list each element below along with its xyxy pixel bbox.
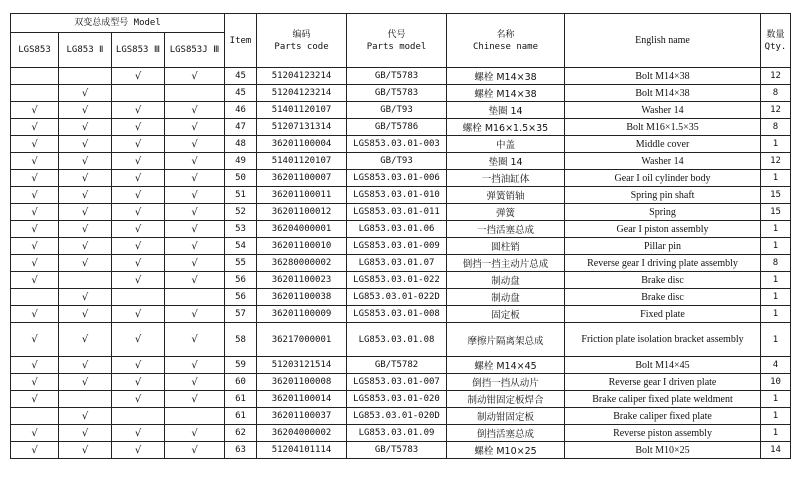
english-name-header: English name <box>565 14 761 68</box>
mark-lgs853: √ <box>11 238 59 255</box>
parts-model-cell: GB/T5783 <box>347 68 447 85</box>
chinese-name-cell: 螺栓 M10×25 <box>447 442 565 459</box>
qty-cell: 1 <box>761 221 791 238</box>
parts-code-cell: 36204000002 <box>257 425 347 442</box>
item-cell: 54 <box>225 238 257 255</box>
mark-lgs853: √ <box>11 323 59 357</box>
qty-header-cn: 数量 <box>766 29 785 40</box>
mark-lgs853-3: √ <box>112 238 165 255</box>
parts-code-cell: 51401120107 <box>257 102 347 119</box>
english-name-cell: Middle cover <box>565 136 761 153</box>
mark-lgs853j-3: √ <box>165 136 225 153</box>
parts-model-cell: LGS853.03.01-003 <box>347 136 447 153</box>
item-cell: 62 <box>225 425 257 442</box>
model-col-lgs853-3: LGS853 Ⅲ <box>112 33 165 68</box>
mark-lg853-2: √ <box>59 153 112 170</box>
parts-code-cell: 36217000001 <box>257 323 347 357</box>
chinese-name-cell: 螺栓 M16×1.5×35 <box>447 119 565 136</box>
chinese-name-cell: 中盖 <box>447 136 565 153</box>
qty-cell: 12 <box>761 153 791 170</box>
mark-lgs853j-3: √ <box>165 238 225 255</box>
mark-lgs853: √ <box>11 221 59 238</box>
chinese-name-cell: 制动钳固定板 <box>447 408 565 425</box>
qty-cell: 12 <box>761 102 791 119</box>
item-cell: 58 <box>225 323 257 357</box>
chinese-name-cell: 垫圈 14 <box>447 153 565 170</box>
english-name-cell: Brake disc <box>565 272 761 289</box>
parts-code-header-en: Parts code <box>274 41 329 52</box>
parts-code-cell: 51204101114 <box>257 442 347 459</box>
parts-code-cell: 36201100008 <box>257 374 347 391</box>
mark-lgs853: √ <box>11 153 59 170</box>
qty-header <box>761 14 791 68</box>
mark-lg853-2: √ <box>59 102 112 119</box>
table-row <box>11 221 791 238</box>
parts-model-cell: GB/T5783 <box>347 442 447 459</box>
mark-lgs853j-3: √ <box>165 204 225 221</box>
mark-lg853-2: √ <box>59 289 112 306</box>
chinese-name-cell: 弹簧销轴 <box>447 187 565 204</box>
parts-model-cell: LG853.03.01-022D <box>347 289 447 306</box>
parts-code-cell: 51204123214 <box>257 85 347 102</box>
mark-lgs853-3: √ <box>112 170 165 187</box>
qty-cell: 8 <box>761 255 791 272</box>
mark-lg853-2: √ <box>59 374 112 391</box>
mark-lg853-2 <box>59 272 112 289</box>
chinese-name-cell: 螺栓 M14×38 <box>447 85 565 102</box>
mark-lgs853-3: √ <box>112 442 165 459</box>
parts-model-cell: GB/T93 <box>347 153 447 170</box>
item-cell: 45 <box>225 85 257 102</box>
mark-lgs853 <box>11 289 59 306</box>
mark-lgs853-3: √ <box>112 204 165 221</box>
english-name-cell: Fixed plate <box>565 306 761 323</box>
mark-lgs853j-3: √ <box>165 68 225 85</box>
item-cell: 52 <box>225 204 257 221</box>
table-row <box>11 425 791 442</box>
mark-lgs853-3: √ <box>112 136 165 153</box>
parts-table-body <box>11 68 791 459</box>
mark-lgs853j-3: √ <box>165 425 225 442</box>
item-cell: 56 <box>225 289 257 306</box>
chinese-name-cell: 螺栓 M14×45 <box>447 357 565 374</box>
english-name-cell: Bolt M16×1.5×35 <box>565 119 761 136</box>
mark-lg853-2: √ <box>59 187 112 204</box>
qty-cell: 8 <box>761 85 791 102</box>
english-name-cell: Brake caliper fixed plate <box>565 408 761 425</box>
chinese-name-cell: 螺栓 M14×38 <box>447 68 565 85</box>
parts-code-cell: 36201100010 <box>257 238 347 255</box>
mark-lgs853j-3 <box>165 289 225 306</box>
english-name-cell: Pillar pin <box>565 238 761 255</box>
english-name-cell: Washer 14 <box>565 102 761 119</box>
mark-lgs853: √ <box>11 306 59 323</box>
mark-lgs853: √ <box>11 272 59 289</box>
model-col-lgs853: LGS853 <box>11 33 59 68</box>
mark-lgs853-3: √ <box>112 255 165 272</box>
mark-lg853-2: √ <box>59 85 112 102</box>
mark-lg853-2: √ <box>59 204 112 221</box>
mark-lgs853-3: √ <box>112 306 165 323</box>
mark-lg853-2: √ <box>59 323 112 357</box>
mark-lgs853j-3: √ <box>165 374 225 391</box>
parts-model-cell: LG853.03.01-020D <box>347 408 447 425</box>
parts-code-cell: 36201100023 <box>257 272 347 289</box>
mark-lgs853: √ <box>11 136 59 153</box>
parts-sheet <box>10 13 791 459</box>
item-cell: 46 <box>225 102 257 119</box>
parts-code-cell: 36201100012 <box>257 204 347 221</box>
table-row <box>11 323 791 357</box>
mark-lg853-2 <box>59 68 112 85</box>
mark-lg853-2: √ <box>59 357 112 374</box>
mark-lgs853-3: √ <box>112 425 165 442</box>
mark-lgs853j-3: √ <box>165 187 225 204</box>
qty-cell: 8 <box>761 119 791 136</box>
mark-lgs853j-3: √ <box>165 255 225 272</box>
mark-lgs853 <box>11 408 59 425</box>
parts-model-cell: LGS853.03.01-006 <box>347 170 447 187</box>
mark-lgs853-3: √ <box>112 323 165 357</box>
model-col-lgs853j-3: LGS853J Ⅲ <box>165 33 225 68</box>
mark-lg853-2: √ <box>59 136 112 153</box>
model-col-lg853-2: LG853 Ⅱ <box>59 33 112 68</box>
mark-lgs853-3: √ <box>112 187 165 204</box>
mark-lgs853-3: √ <box>112 68 165 85</box>
mark-lgs853: √ <box>11 374 59 391</box>
mark-lgs853j-3: √ <box>165 221 225 238</box>
english-name-cell: Reverse piston assembly <box>565 425 761 442</box>
mark-lgs853-3: √ <box>112 153 165 170</box>
qty-header-en: Qty. <box>764 41 787 52</box>
qty-cell: 10 <box>761 374 791 391</box>
mark-lg853-2: √ <box>59 119 112 136</box>
table-row <box>11 170 791 187</box>
chinese-name-cell: 弹簧 <box>447 204 565 221</box>
mark-lgs853: √ <box>11 442 59 459</box>
parts-code-cell: 36201100004 <box>257 136 347 153</box>
parts-code-cell: 36280000002 <box>257 255 347 272</box>
mark-lgs853: √ <box>11 119 59 136</box>
table-row <box>11 119 791 136</box>
english-name-cell: Brake disc <box>565 289 761 306</box>
parts-model-cell: LGS853.03.01-011 <box>347 204 447 221</box>
qty-cell: 1 <box>761 272 791 289</box>
parts-model-cell: GB/T93 <box>347 102 447 119</box>
mark-lgs853-3 <box>112 289 165 306</box>
item-cell: 63 <box>225 442 257 459</box>
qty-cell: 1 <box>761 170 791 187</box>
mark-lgs853j-3: √ <box>165 119 225 136</box>
chinese-name-cell: 倒挡一挡从动片 <box>447 374 565 391</box>
chinese-name-cell: 制动钳固定板焊合 <box>447 391 565 408</box>
chinese-name-cell: 摩擦片隔离架总成 <box>447 323 565 357</box>
english-name-cell: Gear I oil cylinder body <box>565 170 761 187</box>
item-cell: 61 <box>225 408 257 425</box>
mark-lgs853-3 <box>112 408 165 425</box>
parts-code-header <box>257 14 347 68</box>
parts-code-cell: 36201100037 <box>257 408 347 425</box>
chinese-name-cell: 一挡油缸体 <box>447 170 565 187</box>
english-name-cell: Bolt M14×45 <box>565 357 761 374</box>
chinese-name-cell: 制动盘 <box>447 289 565 306</box>
mark-lgs853 <box>11 68 59 85</box>
table-row <box>11 272 791 289</box>
mark-lgs853-3 <box>112 85 165 102</box>
mark-lgs853j-3: √ <box>165 323 225 357</box>
english-name-cell: Spring pin shaft <box>565 187 761 204</box>
english-name-cell: Brake caliper fixed plate weldment <box>565 391 761 408</box>
qty-cell: 4 <box>761 357 791 374</box>
item-cell: 49 <box>225 153 257 170</box>
chinese-name-cell: 垫圈 14 <box>447 102 565 119</box>
item-cell: 53 <box>225 221 257 238</box>
mark-lgs853j-3 <box>165 85 225 102</box>
mark-lgs853: √ <box>11 357 59 374</box>
parts-code-cell: 36201100011 <box>257 187 347 204</box>
qty-cell: 15 <box>761 187 791 204</box>
parts-code-cell: 51401120107 <box>257 153 347 170</box>
parts-model-header-en: Parts model <box>366 41 427 52</box>
mark-lgs853: √ <box>11 255 59 272</box>
mark-lgs853 <box>11 85 59 102</box>
chinese-name-cell: 制动盘 <box>447 272 565 289</box>
parts-code-cell: 36204000001 <box>257 221 347 238</box>
parts-model-cell: GB/T5782 <box>347 357 447 374</box>
item-cell: 50 <box>225 170 257 187</box>
mark-lgs853j-3: √ <box>165 306 225 323</box>
model-group-header: 双变总成型号 Model <box>11 14 225 33</box>
table-row <box>11 102 791 119</box>
table-row <box>11 68 791 85</box>
item-cell: 57 <box>225 306 257 323</box>
mark-lgs853: √ <box>11 187 59 204</box>
qty-cell: 12 <box>761 68 791 85</box>
mark-lgs853: √ <box>11 391 59 408</box>
mark-lgs853j-3: √ <box>165 170 225 187</box>
item-cell: 56 <box>225 272 257 289</box>
item-cell: 55 <box>225 255 257 272</box>
table-row <box>11 85 791 102</box>
mark-lgs853j-3: √ <box>165 442 225 459</box>
mark-lgs853j-3: √ <box>165 272 225 289</box>
mark-lg853-2: √ <box>59 170 112 187</box>
parts-model-cell: LG853.03.01.09 <box>347 425 447 442</box>
table-row <box>11 442 791 459</box>
table-row <box>11 306 791 323</box>
english-name-cell: Spring <box>565 204 761 221</box>
chinese-name-cell: 圆柱销 <box>447 238 565 255</box>
mark-lgs853j-3: √ <box>165 153 225 170</box>
mark-lgs853j-3 <box>165 408 225 425</box>
english-name-cell: Friction plate isolation bracket assembly <box>565 323 761 357</box>
table-row <box>11 289 791 306</box>
parts-code-cell: 51207131314 <box>257 119 347 136</box>
qty-cell: 1 <box>761 408 791 425</box>
table-row <box>11 391 791 408</box>
parts-model-cell: LGS853.03.01-007 <box>347 374 447 391</box>
mark-lgs853j-3: √ <box>165 357 225 374</box>
mark-lg853-2: √ <box>59 238 112 255</box>
english-name-cell: Washer 14 <box>565 153 761 170</box>
mark-lg853-2: √ <box>59 255 112 272</box>
item-cell: 48 <box>225 136 257 153</box>
mark-lg853-2: √ <box>59 425 112 442</box>
qty-cell: 1 <box>761 306 791 323</box>
parts-model-cell: LGS853.03.01-008 <box>347 306 447 323</box>
mark-lgs853: √ <box>11 204 59 221</box>
table-row <box>11 255 791 272</box>
table-row <box>11 187 791 204</box>
item-cell: 45 <box>225 68 257 85</box>
table-row <box>11 153 791 170</box>
mark-lg853-2 <box>59 391 112 408</box>
mark-lgs853-3: √ <box>112 272 165 289</box>
parts-code-cell: 51204123214 <box>257 68 347 85</box>
qty-cell: 1 <box>761 289 791 306</box>
chinese-name-cell: 倒挡一挡主动片总成 <box>447 255 565 272</box>
qty-cell: 1 <box>761 323 791 357</box>
item-header: Item <box>225 14 257 68</box>
mark-lgs853j-3: √ <box>165 102 225 119</box>
table-row <box>11 238 791 255</box>
mark-lgs853-3: √ <box>112 374 165 391</box>
mark-lg853-2: √ <box>59 306 112 323</box>
english-name-cell: Bolt M10×25 <box>565 442 761 459</box>
parts-code-cell: 51203121514 <box>257 357 347 374</box>
mark-lgs853-3: √ <box>112 102 165 119</box>
parts-code-cell: 36201100038 <box>257 289 347 306</box>
mark-lgs853: √ <box>11 102 59 119</box>
table-row <box>11 408 791 425</box>
parts-model-cell: GB/T5783 <box>347 85 447 102</box>
item-cell: 59 <box>225 357 257 374</box>
item-cell: 51 <box>225 187 257 204</box>
item-cell: 47 <box>225 119 257 136</box>
qty-cell: 15 <box>761 204 791 221</box>
parts-model-cell: LG853.03.01.07 <box>347 255 447 272</box>
table-row <box>11 357 791 374</box>
mark-lgs853: √ <box>11 425 59 442</box>
english-name-cell: Reverse gear I driving plate assembly <box>565 255 761 272</box>
parts-table <box>10 13 791 459</box>
mark-lg853-2: √ <box>59 408 112 425</box>
table-row <box>11 204 791 221</box>
qty-cell: 1 <box>761 425 791 442</box>
english-name-cell: Reverse gear I driven plate <box>565 374 761 391</box>
mark-lgs853-3: √ <box>112 391 165 408</box>
parts-code-cell: 36201100009 <box>257 306 347 323</box>
chinese-name-header-en: Chinese name <box>473 41 539 52</box>
item-cell: 60 <box>225 374 257 391</box>
parts-code-header-cn: 编码 <box>292 29 311 40</box>
english-name-cell: Gear I piston assembly <box>565 221 761 238</box>
parts-model-cell: GB/T5786 <box>347 119 447 136</box>
chinese-name-header <box>447 14 565 68</box>
mark-lgs853-3: √ <box>112 357 165 374</box>
parts-model-header-cn: 代号 <box>387 29 406 40</box>
parts-code-cell: 36201100007 <box>257 170 347 187</box>
chinese-name-cell: 一挡活塞总成 <box>447 221 565 238</box>
english-name-cell: Bolt M14×38 <box>565 85 761 102</box>
english-name-cell: Bolt M14×38 <box>565 68 761 85</box>
chinese-name-cell: 倒挡活塞总成 <box>447 425 565 442</box>
chinese-name-cell: 固定板 <box>447 306 565 323</box>
parts-model-cell: LG853.03.01.08 <box>347 323 447 357</box>
parts-code-cell: 36201100014 <box>257 391 347 408</box>
qty-cell: 1 <box>761 136 791 153</box>
mark-lgs853-3: √ <box>112 119 165 136</box>
parts-model-cell: LGS853.03.01-009 <box>347 238 447 255</box>
parts-model-cell: LGS853.03.01-010 <box>347 187 447 204</box>
item-cell: 61 <box>225 391 257 408</box>
qty-cell: 1 <box>761 238 791 255</box>
table-row <box>11 136 791 153</box>
parts-model-cell: LG853.03.01.06 <box>347 221 447 238</box>
parts-model-header <box>347 14 447 68</box>
mark-lg853-2: √ <box>59 442 112 459</box>
qty-cell: 14 <box>761 442 791 459</box>
mark-lg853-2: √ <box>59 221 112 238</box>
chinese-name-header-cn: 名称 <box>496 29 515 40</box>
mark-lgs853j-3: √ <box>165 391 225 408</box>
parts-model-cell: LGS853.03.01-022 <box>347 272 447 289</box>
mark-lgs853: √ <box>11 170 59 187</box>
mark-lgs853-3: √ <box>112 221 165 238</box>
parts-model-cell: LGS853.03.01-020 <box>347 391 447 408</box>
table-row <box>11 374 791 391</box>
qty-cell: 1 <box>761 391 791 408</box>
